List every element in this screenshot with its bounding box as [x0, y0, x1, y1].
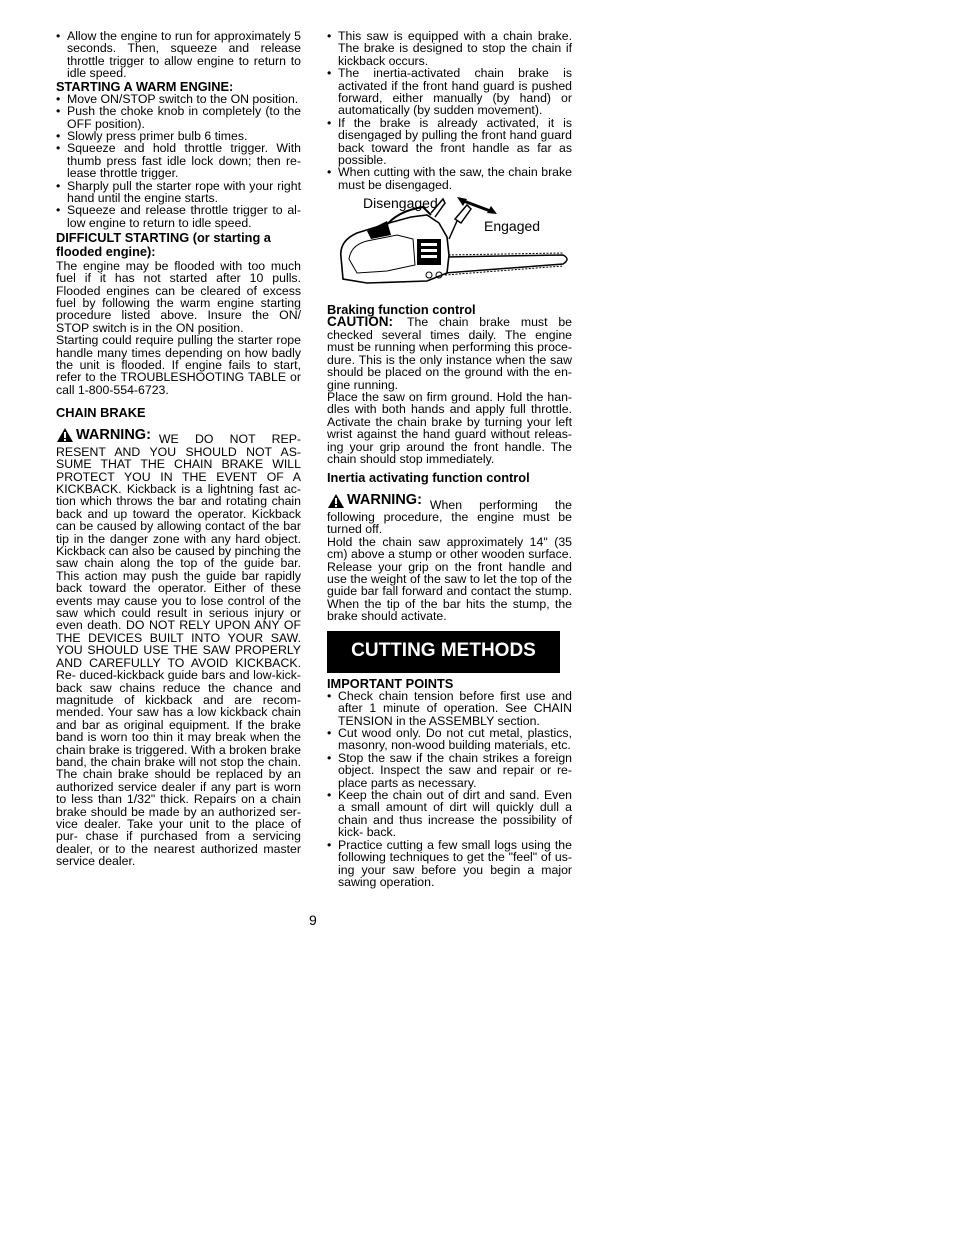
- list-item: • Stop the saw if the chain strikes a foreign object. Inspect the saw and repair or re- place parts as necessary.: [327, 752, 572, 789]
- chainsaw-illustration: [327, 195, 572, 297]
- warning-text: WE DO NOT REP- RESENT AND YOU SHOULD NOT AS- SUME THAT THE CHAIN BRAKE WILL PROTECT YOU IN THE EVENT OF A KICKBACK. Kickback is a lightning fast ac- tion which throws the bar and rotating chain back and up toward the operator. Kickback can be caused by allowing contact of the bar tip in the danger zone with any hard object. Kickback can also be caused by pinching the saw chain along the top of the guide bar. This action may push the guide bar rapidly back toward the operator. Either of these events may cause you to lose control of the saw which could result in serious injury or even death. DO NOT RELY UPON ANY OF THE DEVICES BUILT INTO YOUR SAW. YOU SHOULD USE THE SAW PROPERLY AND CAREFULLY TO AVOID KICKBACK. Re- duced-kickback guide bars and low-kick- back saw chains reduce the chance and magnitude of kickback and are recom- mended. Your saw has a low kickback chain and bar as original equipment. If the brake band is worn too thin it may break when the chain brake is triggered. With a broken brake band, the chain brake will not stop the chain. The chain brake should be replaced by an authorized service dealer if any part is worn to less than 1/32" thick. Repairs on a chain brake should be made by an authorized ser- vice dealer. Take your unit to the place of pur- chase if purchased from a servicing dealer, or to the nearest authorized master service dealer.: [56, 432, 301, 869]
- right-column: [327, 30, 572, 888]
- list-item: • Push the choke knob in completely (to the OFF position).: [56, 105, 301, 130]
- chain-brake-bullets: [327, 30, 572, 191]
- warm-engine-heading: STARTING A WARM ENGINE:: [56, 78, 234, 94]
- list-item: • If the brake is already activated, it is disengaged by pulling the front hand guard back toward the front handle as far as possible.: [327, 117, 572, 167]
- list-item: • Slowly press primer bulb 6 times.: [56, 130, 301, 142]
- engaged-label: Engaged: [484, 218, 541, 235]
- braking-paragraph: Place the saw on firm ground. Hold the han- dles with both hands and apply full throttle. Activate the chain brake by turning your left wrist against the hand guard without releas- ing your grip around the front handle. The chain should stop immediately.: [327, 389, 572, 466]
- cutting-methods-banner: CUTTING METHODS: [327, 631, 560, 673]
- list-item: • Cut wood only. Do not cut metal, plastics, masonry, non-wood building materials, etc.: [327, 727, 572, 752]
- warning-triangle-icon: [327, 493, 345, 509]
- page-number: 9: [309, 912, 317, 928]
- warning-text: When performing the following procedure, the engine must be turned off.: [327, 497, 572, 537]
- chain-brake-warning: [56, 427, 301, 867]
- list-item: • The inertia-activated chain brake is activated if the front hand guard is pushed forward, either manually (by hand) or automatically (by sudden movement).: [327, 67, 572, 117]
- list-item: • Sharply pull the starter rope with your right hand until the engine starts.: [56, 180, 301, 205]
- warning-label: WARNING:: [76, 427, 151, 444]
- list-item: • This saw is equipped with a chain brake. The brake is designed to stop the chain if kickback occurs.: [327, 30, 572, 67]
- list-item: • Allow the engine to run for approximately 5 seconds. Then, squeeze and release throttle trigger to allow engine to return to idle speed.: [56, 30, 301, 80]
- list-item: • Squeeze and release throttle trigger to al- low engine to return to idle speed.: [56, 204, 301, 229]
- list-item: • Check chain tension before first use and after 1 minute of operation. See CHAIN TENSION in the ASSEMBLY section.: [327, 690, 572, 727]
- left-column: [56, 30, 301, 868]
- warning-heading: [327, 493, 422, 509]
- warm-engine-steps: [56, 93, 301, 229]
- list-item: • Move ON/STOP switch to the ON position.: [56, 93, 301, 105]
- list-item: • Practice cutting a few small logs using the following techniques to get the "feel" of us- ing your saw before you begin a major sawing operation.: [327, 839, 572, 889]
- intro-list: [56, 30, 301, 80]
- difficult-starting-heading: DIFFICULT STARTING (or starting a flooded engine):: [56, 230, 271, 259]
- chain-brake-heading: CHAIN BRAKE: [56, 405, 146, 421]
- list-item: • Keep the chain out of dirt and sand. Even a small amount of dirt will quickly dull a chain and thus increase the possibility of kick- back.: [327, 789, 572, 839]
- chain-brake-figure: [327, 195, 572, 297]
- list-item: • When cutting with the saw, the chain brake must be disengaged.: [327, 166, 572, 191]
- warning-label: WARNING:: [347, 492, 422, 509]
- braking-function-heading: Braking function control: [327, 302, 476, 318]
- important-points-list: [327, 690, 572, 889]
- caution-paragraph: [327, 316, 572, 390]
- important-points-heading: IMPORTANT POINTS: [327, 675, 454, 691]
- inertia-heading: Inertia activating function control: [327, 470, 530, 486]
- inertia-warning: [327, 493, 572, 536]
- list-item: • Squeeze and hold throttle trigger. With thumb press fast idle lock down; then re- lease throttle trigger.: [56, 142, 301, 179]
- caution-text: The chain brake must be checked several times daily. The engine must be running when performing this proce- dure. This is the only instance when the saw should be placed on the ground with the en- gine running.: [327, 315, 572, 392]
- difficult-para-1: The engine may be flooded with too much fuel if it has not started after 10 pulls. Flooded engines can be cleared of excess fuel by following the warm engine starting procedure listed above. Insure the ON/ STOP switch is in the ON position.: [56, 258, 301, 335]
- caution-label: CAUTION:: [327, 314, 393, 330]
- warning-heading: [56, 427, 151, 443]
- disengaged-label: Disengaged: [363, 195, 438, 212]
- warning-triangle-icon: [56, 427, 74, 443]
- difficult-para-2: Starting could require pulling the starter rope handle many times depending on how badly the unit is flooded. If engine fails to start, refer to the TROUBLESHOOTING TABLE or call 1-800-554-6723.: [56, 333, 301, 397]
- inertia-paragraph: Hold the chain saw approximately 14" (35 cm) above a stump or other wooden surface. Release your grip on the front handle and use the weight of the saw to let the top of the guide bar fall forward and contact the stump. When the tip of the bar hits the stump, the brake should activate.: [327, 534, 572, 624]
